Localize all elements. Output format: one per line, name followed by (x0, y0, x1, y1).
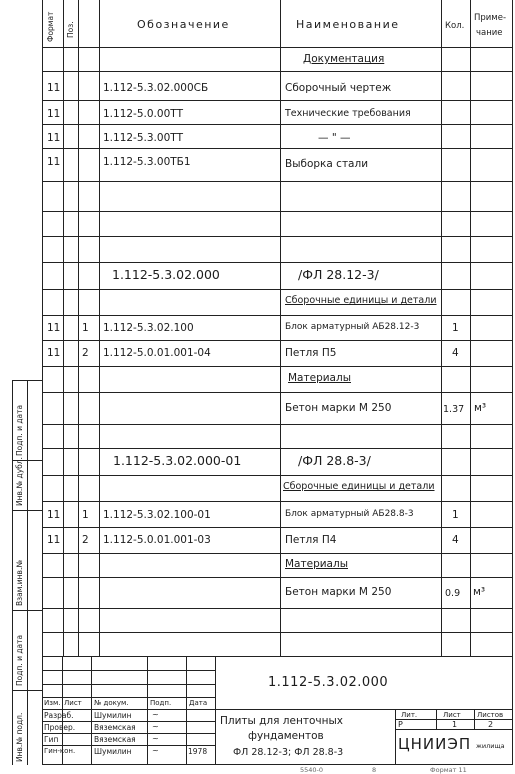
row-format: 11 (47, 509, 61, 521)
signature-icon: ~ (152, 734, 159, 743)
year: 1978 (188, 747, 208, 756)
header-designation: Обозначение (137, 18, 230, 31)
role-label: Гин-кон. (44, 747, 76, 755)
doc-format: 11 (47, 108, 61, 120)
doc-name: Технические требования (285, 108, 411, 119)
group2-title: 1.112-5.3.02.000-01 (113, 453, 242, 468)
doc-designation: 1.112-5.3.02.000СБ (103, 82, 209, 94)
row-designation: 1.112-5.3.02.100 (103, 322, 194, 334)
doc-format: 11 (47, 156, 61, 168)
signature-icon: ~ (152, 722, 159, 731)
row-format: 11 (47, 534, 61, 546)
group1-material-unit: м³ (474, 402, 487, 414)
doc-format: 11 (47, 82, 61, 94)
change-col-date: Дата (189, 699, 208, 707)
row-pos: 2 (82, 347, 89, 359)
group2-material-name: Бетон марки М 250 (285, 586, 392, 598)
sheet-label: Лист (443, 711, 461, 719)
header-note-2: чание (476, 28, 503, 38)
strip-label-inv-dup: Инв.№ дубл. (15, 457, 24, 506)
row-pos: 1 (82, 509, 89, 521)
role-person: Шумилин (94, 711, 132, 720)
doc-title-2: фундаментов (248, 730, 324, 742)
header-note-1: Приме- (474, 13, 507, 23)
footer-left: 5540-0 (300, 766, 324, 774)
doc-title-3: ФЛ 28.12-3; ФЛ 28.8-3 (233, 747, 344, 758)
row-name: Петля П4 (285, 534, 337, 546)
strip-label-sign-date-1: Подп. и дата (15, 634, 24, 686)
row-designation: 1.112-5.0.01.001-04 (103, 347, 211, 359)
header-format: Формат (46, 11, 55, 42)
row-qty: 4 (452, 347, 459, 359)
row-designation: 1.112-5.3.02.100-01 (103, 509, 211, 521)
group1-title: 1.112-5.3.02.000 (112, 267, 220, 282)
org-logo: ЦНИИЭП (398, 735, 472, 753)
sheet-value: 1 (452, 720, 458, 729)
row-format: 11 (47, 322, 61, 334)
header-name: Наименование (296, 18, 400, 31)
change-col-list: Лист (64, 699, 82, 707)
row-name: Блок арматурный АБ28.12-3 (285, 322, 420, 332)
doc-designation: 1.112-5.3.00ТБ1 (103, 156, 191, 168)
row-qty: 4 (452, 534, 459, 546)
group2-material-qty: 0.9 (445, 588, 461, 599)
doc-name: Выборка стали (285, 158, 369, 170)
row-name: Петля П5 (285, 347, 337, 359)
role-person: Вяземская (94, 723, 136, 732)
strip-label-inv-orig: Инв.№ подл. (15, 712, 24, 762)
lit-label: Лит. (401, 711, 418, 719)
row-name: Блок арматурный АБ28.8-3 (285, 509, 414, 519)
role-person: Шумилин (94, 747, 132, 756)
group2-material-unit: м³ (473, 586, 486, 598)
row-qty: 1 (452, 322, 459, 334)
role-label: Гип (44, 735, 59, 744)
doc-designation: 1.112-5.0.00ТТ (103, 108, 184, 120)
signature-icon: ~ (152, 710, 159, 719)
sheets-label: Листов (477, 711, 504, 719)
change-col-doc: № докум. (94, 699, 129, 707)
doc-title-1: Плиты для ленточных (220, 715, 343, 727)
section-documentation: Документация (303, 53, 385, 65)
row-format: 11 (47, 347, 61, 359)
lit-value: Р (398, 720, 403, 729)
signature-icon: ~ (152, 746, 159, 755)
strip-label-sign-date-2: Подп. и дата (15, 404, 24, 456)
doc-designation: 1.112-5.3.00ТТ (103, 132, 184, 144)
row-qty: 1 (452, 509, 459, 521)
role-label: Провер. (44, 723, 76, 732)
row-pos: 2 (82, 534, 89, 546)
footer-mid: 8 (372, 766, 377, 774)
header-pos: Поз. (66, 21, 75, 38)
sheets-value: 2 (488, 720, 494, 729)
role-label: Разраб. (44, 711, 74, 720)
group1-section-materials: Материалы (288, 372, 351, 384)
group1-material-name: Бетон марки М 250 (285, 402, 392, 414)
change-col-sign: Подп. (150, 699, 172, 707)
change-col-izm: Изм. (44, 699, 61, 707)
row-pos: 1 (82, 322, 89, 334)
group2-mark: /ФЛ 28.8-3/ (298, 453, 371, 468)
doc-format: 11 (47, 132, 61, 144)
group1-section-units: Сборочные единицы и детали (285, 295, 437, 306)
doc-name: — " — (318, 132, 351, 144)
org-small: жилища (476, 742, 505, 750)
group2-section-units: Сборочные единицы и детали (283, 481, 435, 492)
header-qty: Кол. (445, 21, 465, 31)
group1-mark: /ФЛ 28.12-3/ (298, 267, 379, 282)
doc-name: Сборочный чертеж (285, 82, 392, 94)
doc-code: 1.112-5.3.02.000 (268, 675, 389, 690)
strip-label-replace-inv: Взам.инв.№ (15, 559, 24, 606)
group1-material-qty: 1.37 (443, 404, 465, 415)
group2-section-materials: Материалы (285, 558, 348, 570)
footer-right: Формат 11 (430, 766, 467, 774)
row-designation: 1.112-5.0.01.001-03 (103, 534, 211, 546)
role-person: Вяземская (94, 735, 136, 744)
